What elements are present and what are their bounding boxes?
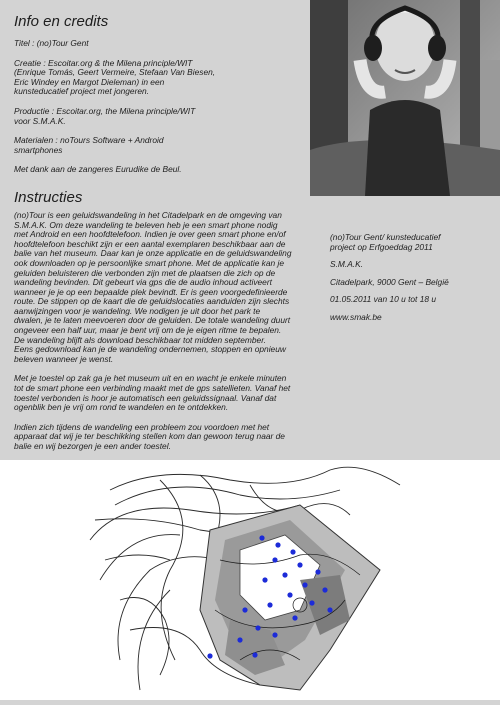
instructies-line: Met je toestel op zak ga je het museum uit en en wacht je enkele minuten [14,373,287,384]
instructies-line: (no)Tour is een geluidswandeling in het Citadelpark en de omgeving van [14,209,282,220]
instructies-line: tot de smart phone een verbinding maakt met de gps satellieten. Vanaf het [14,383,291,394]
creatie-line: (Enrique Tomás, Geert Vermeire, Stefaan Van Biesen, [14,67,216,78]
left-column [14,0,304,452]
event-info [330,233,490,323]
instructies-line: ogenblik ben je vrij om rond te wandelen en te ontdekken. [14,402,229,413]
instructies-line: route. De stippen op de kaart die de geluidslocaties aanduiden zijn slechts [14,296,290,307]
instructies-line: balie van het museum. Daar kan je onze applicatie en de geluidswandeling [14,248,292,259]
instructies-line: ongeveer een half uur, maar je bent vrij om de je eigen ritme te bepalen. [14,325,282,336]
creatie-block [14,59,304,97]
instructies-line: met Android en een hoofdtelefoon. Indien je over geen smart phone en/of [14,229,286,240]
dank-line: Met dank aan de zangeres Eurudike de Beul. [14,164,182,175]
materialen-line: smartphones [14,144,63,155]
materialen-block [14,136,304,155]
productie-line: Productie : Escoitar.org, the Milena principle/WIT [14,105,196,116]
instructies-line: aanwijzingen voor je wandeling. We nodigen je uit door het park te [14,305,261,316]
event-url[interactable]: www.smak.be [330,311,382,322]
creatie-line: Creatie : Escoitar.org & the Milena principle/WIT [14,57,193,68]
instructies-line: hoofdtelefoon beschikt zijn er een aantal exemplaren beschikbaar aan de [14,238,286,249]
instructies-line: S.M.A.K. Om deze wandeling te beleven heb je een smart phone nodig [14,219,278,230]
girl-with-headphones-photo [310,0,500,196]
instructies-line: geluiden beluisteren die verbonden zijn met de plaatsen die zich op de [14,267,276,278]
instructies-line: wandeling bevinden. Dit gebeurt via gps die de audio inhoud activeert [14,277,272,288]
instructies-line: apparaat dat wij je ter beschikking stellen kom dan gewoon terug naar de [14,431,285,442]
instructies-line: De wandeling blijft als download beschikbaar tot midden september. [14,334,267,345]
instructies-line: wanneer je je op een bepaalde plek bevindt. Er is geen voorgedefinieerde [14,286,288,297]
event-title-line: (no)Tour Gent/ kunsteducatief [330,232,441,242]
photo-graphic [310,0,500,196]
info-heading: Info en credits [14,13,109,30]
instructies-heading: Instructies [14,188,83,206]
instructies-paragraph-2 [14,374,304,412]
instructies-line: Eens gedownload kan je de wandeling ondernemen, stoppen en opnieuw [14,344,286,355]
productie-block [14,107,304,126]
productie-line: voor S.M.A.K. [14,115,66,126]
map-graphic [0,460,500,700]
instructies-line: balie en wij bezorgen je een ander toestel. [14,441,171,451]
instructies-line: dwalen, je te laten meevoeren door de geluiden. De totale wandeling duurt [14,315,291,326]
instructies-line: Indien zich tijdens de wandeling een probleem zou voordoen met het [14,421,270,432]
instructies-paragraph-1 [14,211,304,365]
creatie-line: Eric Windey en Margot Dieleman) in een [14,76,165,87]
creatie-line: kunsteducatief project met jongeren. [14,86,150,97]
event-date: 01.05.2011 van 10 u tot 18 u [330,294,437,305]
citadelpark-map [0,460,500,700]
titel-line: Titel : (no)Tour Gent [14,38,89,48]
materialen-line: Materialen : noTours Software + Android [14,135,164,146]
event-org: S.M.A.K. [330,259,364,270]
event-title-line: project op Erfgoeddag 2011 [330,241,433,252]
instructies-line: ook downloaden op je persoonlijke smart phone. Met de applicatie kan je [14,257,285,268]
event-address: Citadelpark, 9000 Gent – België [330,276,449,287]
instructies-paragraph-3 [14,423,304,452]
instructies-line: toestel verbonden is hoor je automatisch een geluidssignaal. Vanaf dat [14,392,277,403]
instructies-line: beleven wanneer je wenst. [14,353,114,364]
